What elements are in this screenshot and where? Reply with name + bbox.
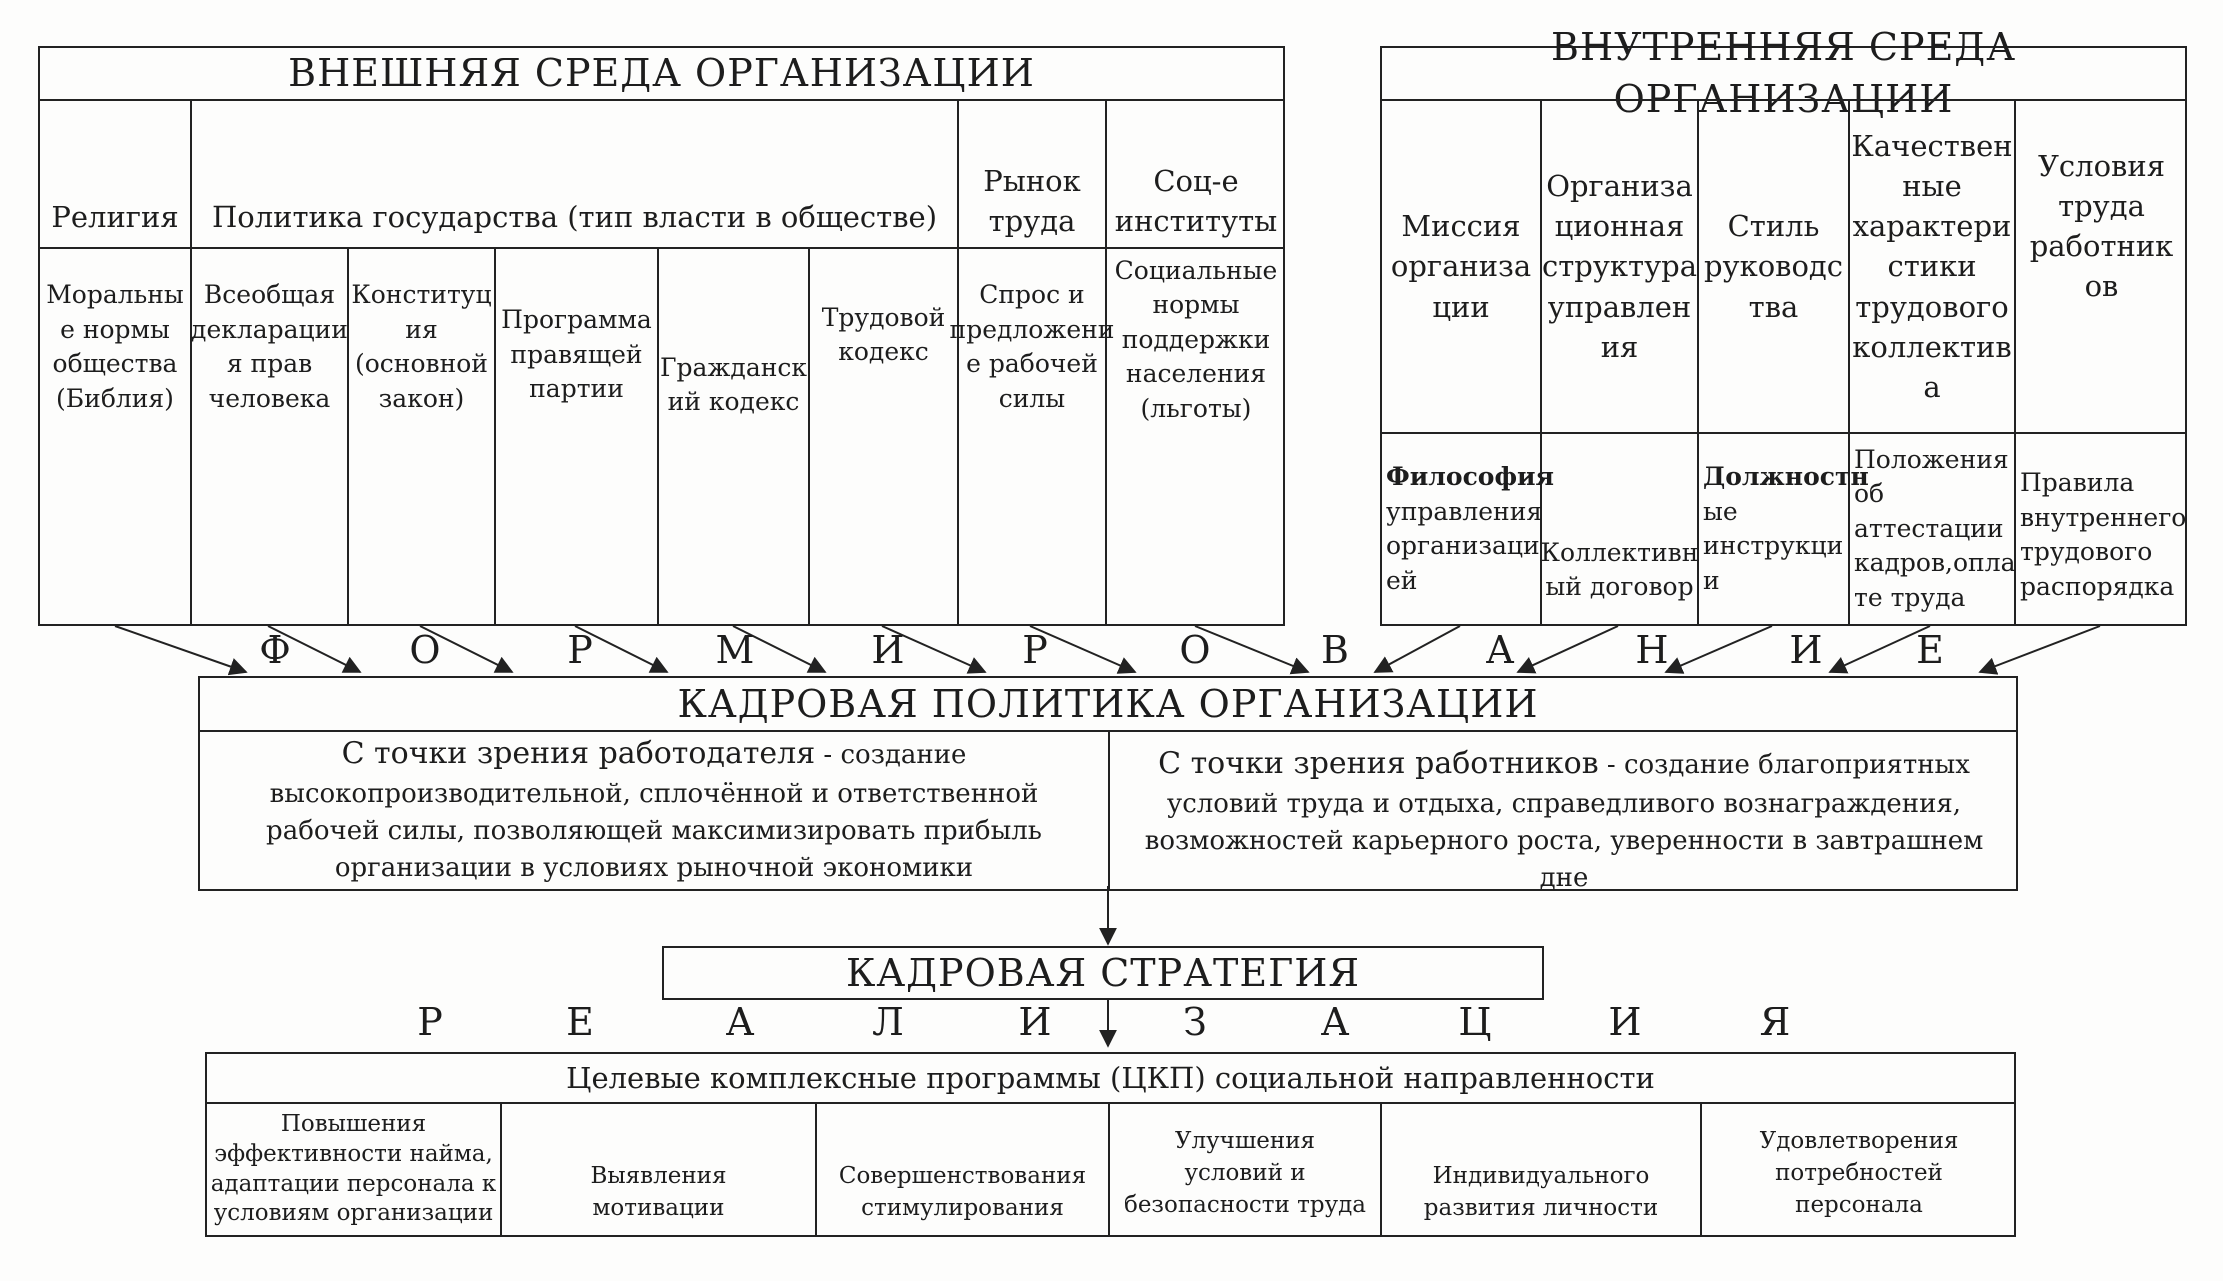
forming-letter: Р <box>1022 628 1048 672</box>
program-stimulation: Совершенствования стимулирования <box>838 1162 1087 1221</box>
employee-view-lead: С точки зрения работников <box>1158 746 1599 782</box>
forming-letter: Н <box>1635 628 1669 672</box>
forming-letter: А <box>1485 628 1515 672</box>
personnel-policy-title: КАДРОВАЯ ПОЛИТИКА ОРГАНИЗАЦИИ <box>677 681 1539 726</box>
employer-view <box>205 735 1103 885</box>
cell-constitution: Конституц ия (основной закон) <box>351 280 492 413</box>
cell-labor-code: Трудовой кодекс <box>821 302 946 366</box>
program-work-safety: Улучшения условий и безопасности труда <box>1123 1128 1367 1218</box>
header-state-policy: Политика государства (тип власти в обществе) <box>211 200 938 235</box>
cell-text: Положения об аттестации кадров,опла те труда <box>1854 444 2016 612</box>
realization-letter: Ц <box>1458 1000 1492 1044</box>
realization-letter: А <box>1320 1000 1350 1044</box>
forming-letter: Р <box>567 628 593 672</box>
programs-title: Целевые комплексные программы (ЦКП) социальной направленности <box>566 1060 1655 1095</box>
header-work-conditions: Условия труда работник ов <box>2029 148 2174 304</box>
internal-environment-title: ВНУТРЕННЯЯ СРЕДА ОРГАНИЗАЦИИ <box>1551 24 2016 121</box>
forming-letter: Е <box>1916 628 1944 672</box>
cell-declaration: Всеобщая декларации я прав человека <box>191 280 348 413</box>
header-religion: Религия <box>51 200 179 235</box>
forming-letter: Ф <box>259 628 291 672</box>
realization-letter: Л <box>872 1000 904 1044</box>
realization-letter: Р <box>417 1000 443 1044</box>
header-mission: Миссия организа ции <box>1390 209 1532 324</box>
realization-letter: Е <box>566 1000 594 1044</box>
header-social-institutes: Соц-е институты <box>1114 163 1278 238</box>
cell-party-program: Программа правящей партии <box>501 305 652 404</box>
realization-letter: И <box>1608 1000 1642 1044</box>
employee-view-text: - создание благоприятных условий труда и отдыха, справедливого вознаграждения, возможностей карьерного роста, уверенности в завтрашнем дне <box>1144 750 1984 893</box>
forming-letter: О <box>409 628 441 672</box>
realization-letter: А <box>725 1000 755 1044</box>
forming-letter: И <box>871 628 905 672</box>
header-team-characteristics: Качествен ные характери стики трудового коллектив а <box>1851 129 2013 404</box>
cell-text: Правила внутреннего трудового распорядка <box>2020 468 2187 601</box>
cell-text: ые инструкци и <box>1703 496 1844 595</box>
header-labor-market: Рынок труда <box>983 163 1081 238</box>
personnel-strategy-title: КАДРОВАЯ СТРАТЕГИЯ <box>845 950 1361 995</box>
external-environment-title: ВНЕШНЯЯ СРЕДА ОРГАНИЗАЦИИ <box>288 50 1035 95</box>
program-motivation: Выявления мотивации <box>590 1162 727 1221</box>
header-org-structure: Организа ционная структура управлен ия <box>1542 169 1697 364</box>
cell-social-norms: Социальные нормы поддержки населения (льготы) <box>1114 255 1278 423</box>
cell-labor-supply-demand: Спрос и предложени е рабочей силы <box>949 280 1115 413</box>
cell-text: управления организаци ей <box>1386 496 1543 595</box>
employee-view <box>1114 746 2014 893</box>
realization-letter: И <box>1018 1000 1052 1044</box>
divider <box>1108 730 1110 891</box>
forming-letter: И <box>1789 628 1823 672</box>
cell-civil-code: Гражданск ий кодекс <box>659 352 808 416</box>
header-leadership-style: Стиль руководс тва <box>1703 209 1844 324</box>
program-staff-needs: Удовлетворения потребностей персонала <box>1759 1128 1959 1218</box>
cell-bold-text: Философия <box>1386 462 1555 491</box>
realization-letter: Я <box>1759 1000 1791 1044</box>
cell-moral-norms: Моральны е нормы общества (Библия) <box>46 280 184 413</box>
employer-view-lead: С точки зрения работодателя <box>341 736 816 772</box>
employer-view-text: - создание высокопроизводительной, сплочённой и ответственной рабочей силы, позволяющей максимизировать прибыль организации в условиях рыночной экономики <box>266 740 1042 883</box>
realization-letter: З <box>1183 1000 1207 1044</box>
forming-letter: О <box>1179 628 1211 672</box>
program-personal-development: Индивидуального развития личности <box>1423 1162 1659 1221</box>
program-hiring-efficiency: Повышения эффективности найма, адаптации персонала к условиям организации <box>210 1110 497 1227</box>
cell-bold-text: Должностн <box>1703 462 1869 491</box>
forming-letter: В <box>1321 628 1349 672</box>
forming-letter: М <box>715 628 755 672</box>
cell-text: Коллективн ый договор <box>1540 537 1699 601</box>
